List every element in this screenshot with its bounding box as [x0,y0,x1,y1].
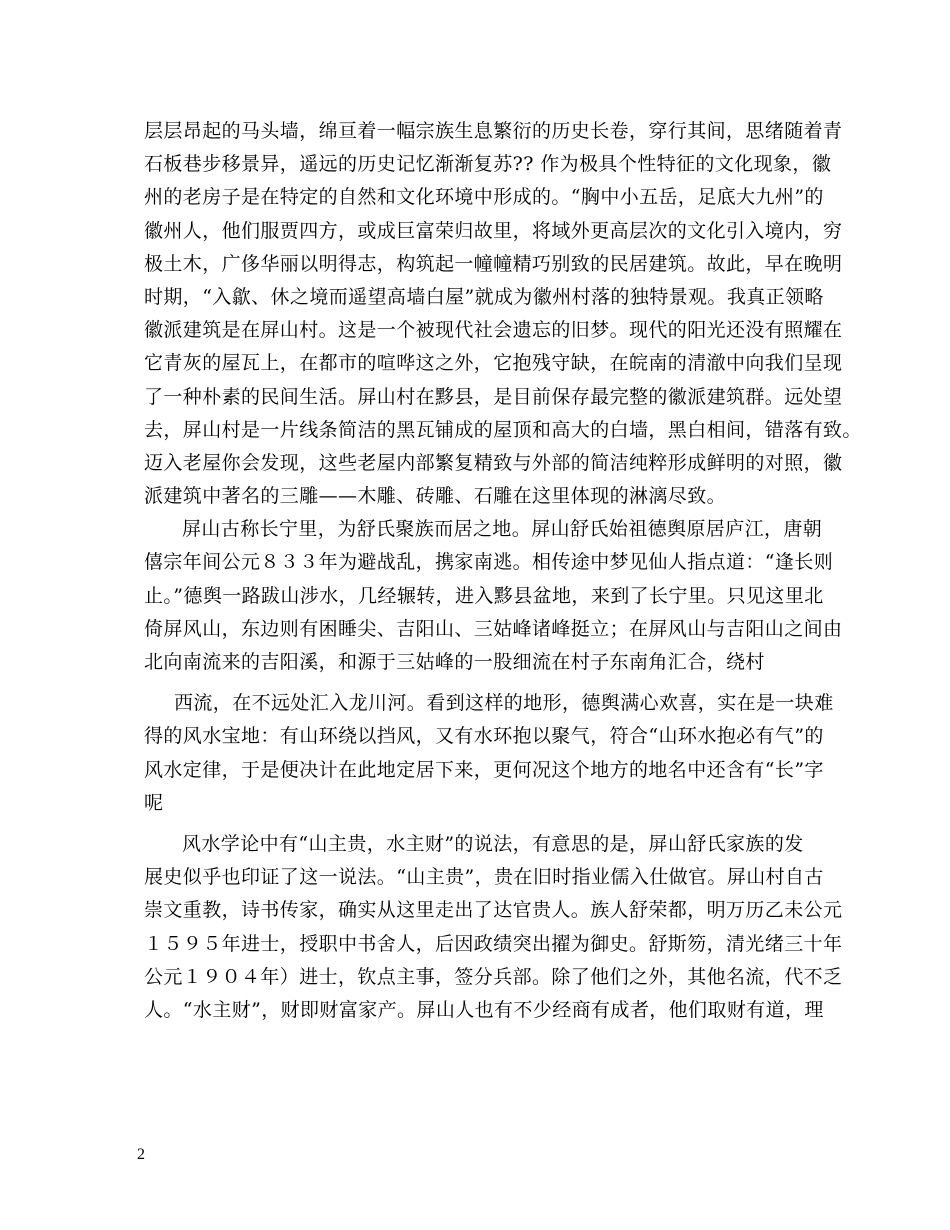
text-line: 公元１９０４年）进士，钦点主事，签分兵部。除了他们之外，其他名流，代不乏 [144,965,843,988]
text-line: 西流，在不远处汇入龙川河。看到这样的地形，德舆满心欢喜，实在是一块难 [174,692,834,715]
body-text [144,115,862,1027]
text-line: 了一种朴素的民间生活。屏山村在黟县，是目前保存最完整的徽派建筑群。远处望 [144,385,843,408]
text-line: 派建筑中著名的三雕——木雕、砖雕、石雕在这里体现的淋漓尽致。 [144,485,727,508]
paragraph-gap [144,679,824,687]
text-line: 止。”德舆一路跋山涉水，几经辗转，进入黟县盆地，来到了长宁里。只见这里北 [144,584,824,607]
paragraph [144,828,843,1027]
text-line: 崇文重教，诗书传家，确实从这里走出了达官贵人。族人舒荣都，明万历乙未公元 [144,899,843,922]
text-line: 展史似乎也印证了这一说法。“山主贵”，贵在旧时指业儒入仕做官。屏山村自古 [144,866,824,889]
text-line: 僖宗年间公元８３３年为避战乱，携家南逃。相传途中梦见仙人指点道：“逢长则 [144,551,834,574]
text-line: １５９５年进士，授职中书舍人，后因政绩突出擢为御史。舒斯笏，清光绪三十年 [144,932,843,955]
text-line: 北向南流来的吉阳溪，和源于三姑峰的一股细流在村子东南角汇合，绕村 [144,651,765,673]
text-line: 石板巷步移景异，遥远的历史记忆渐渐复苏?? 作为极具个性特征的文化现象，徽 [144,153,832,176]
paragraph-gap [144,820,824,828]
text-line: 时期，“入歙、休之境而遥望高墙白屋”就成为徽州村落的独特景观。我真正领略 [144,285,824,308]
text-line: 它青灰的屋瓦上，在都市的喧哗这之外，它抱残守缺，在皖南的清澈中向我们呈现 [144,352,843,375]
text-line: 风水学论中有“山主贵，水主财”的说法，有意思的是，屏山舒氏家族的发 [182,832,804,855]
text-line: 屏山古称长宁里，为舒氏聚族而居之地。屏山舒氏始祖德舆原居庐江，唐朝 [182,518,823,541]
text-line: 倚屏风山，东边则有困睡尖、吉阳山、三姑峰诸峰挺立；在屏风山与吉阳山之间由 [144,617,843,640]
text-line: 去，屏山村是一片线条简洁的黑瓦铺成的屋顶和高大的白墙，黑白相间，错落有致。 [144,418,862,441]
text-line: 得的风水宝地：有山环绕以挡风，又有水环抱以聚气，符合“山环水抱必有气”的 [144,725,824,748]
text-line: 徽州人，他们服贾四方，或成巨富荣归故里，将域外更高层次的文化引入境内，穷 [144,219,843,242]
page-number: 2 [137,1146,145,1163]
paragraph [144,687,834,820]
text-line: 风水定律，于是便决计在此地定居下来，更何况这个地方的地名中还含有“长”字 [144,758,824,781]
text-line: 极土木，广侈华丽以明得志，构筑起一幢幢精巧别致的民居建筑。故此，早在晚明 [144,252,843,275]
text-line: 徽派建筑是在屏山村。这是一个被现代社会遗忘的旧梦。现代的阳光还没有照耀在 [144,319,843,342]
text-line: 人。“水主财”，财即财富家产。屏山人也有不少经商有成者，他们取财有道，理 [144,998,824,1021]
text-line: 迈入老屋你会发现，这些老屋内部繁复精致与外部的简洁纯粹形成鲜明的对照，徽 [144,451,843,474]
text-line: 层层昂起的马头墙，绵亘着一幅宗族生息繁衍的历史长卷，穿行其间，思绪随着青 [144,120,843,142]
text-line: 呢 [144,791,164,814]
paragraph [144,513,843,679]
paragraph [144,115,862,513]
text-line: 州的老房子是在特定的自然和文化环境中形成的。“胸中小五岳，足底大九州”的 [144,186,824,209]
